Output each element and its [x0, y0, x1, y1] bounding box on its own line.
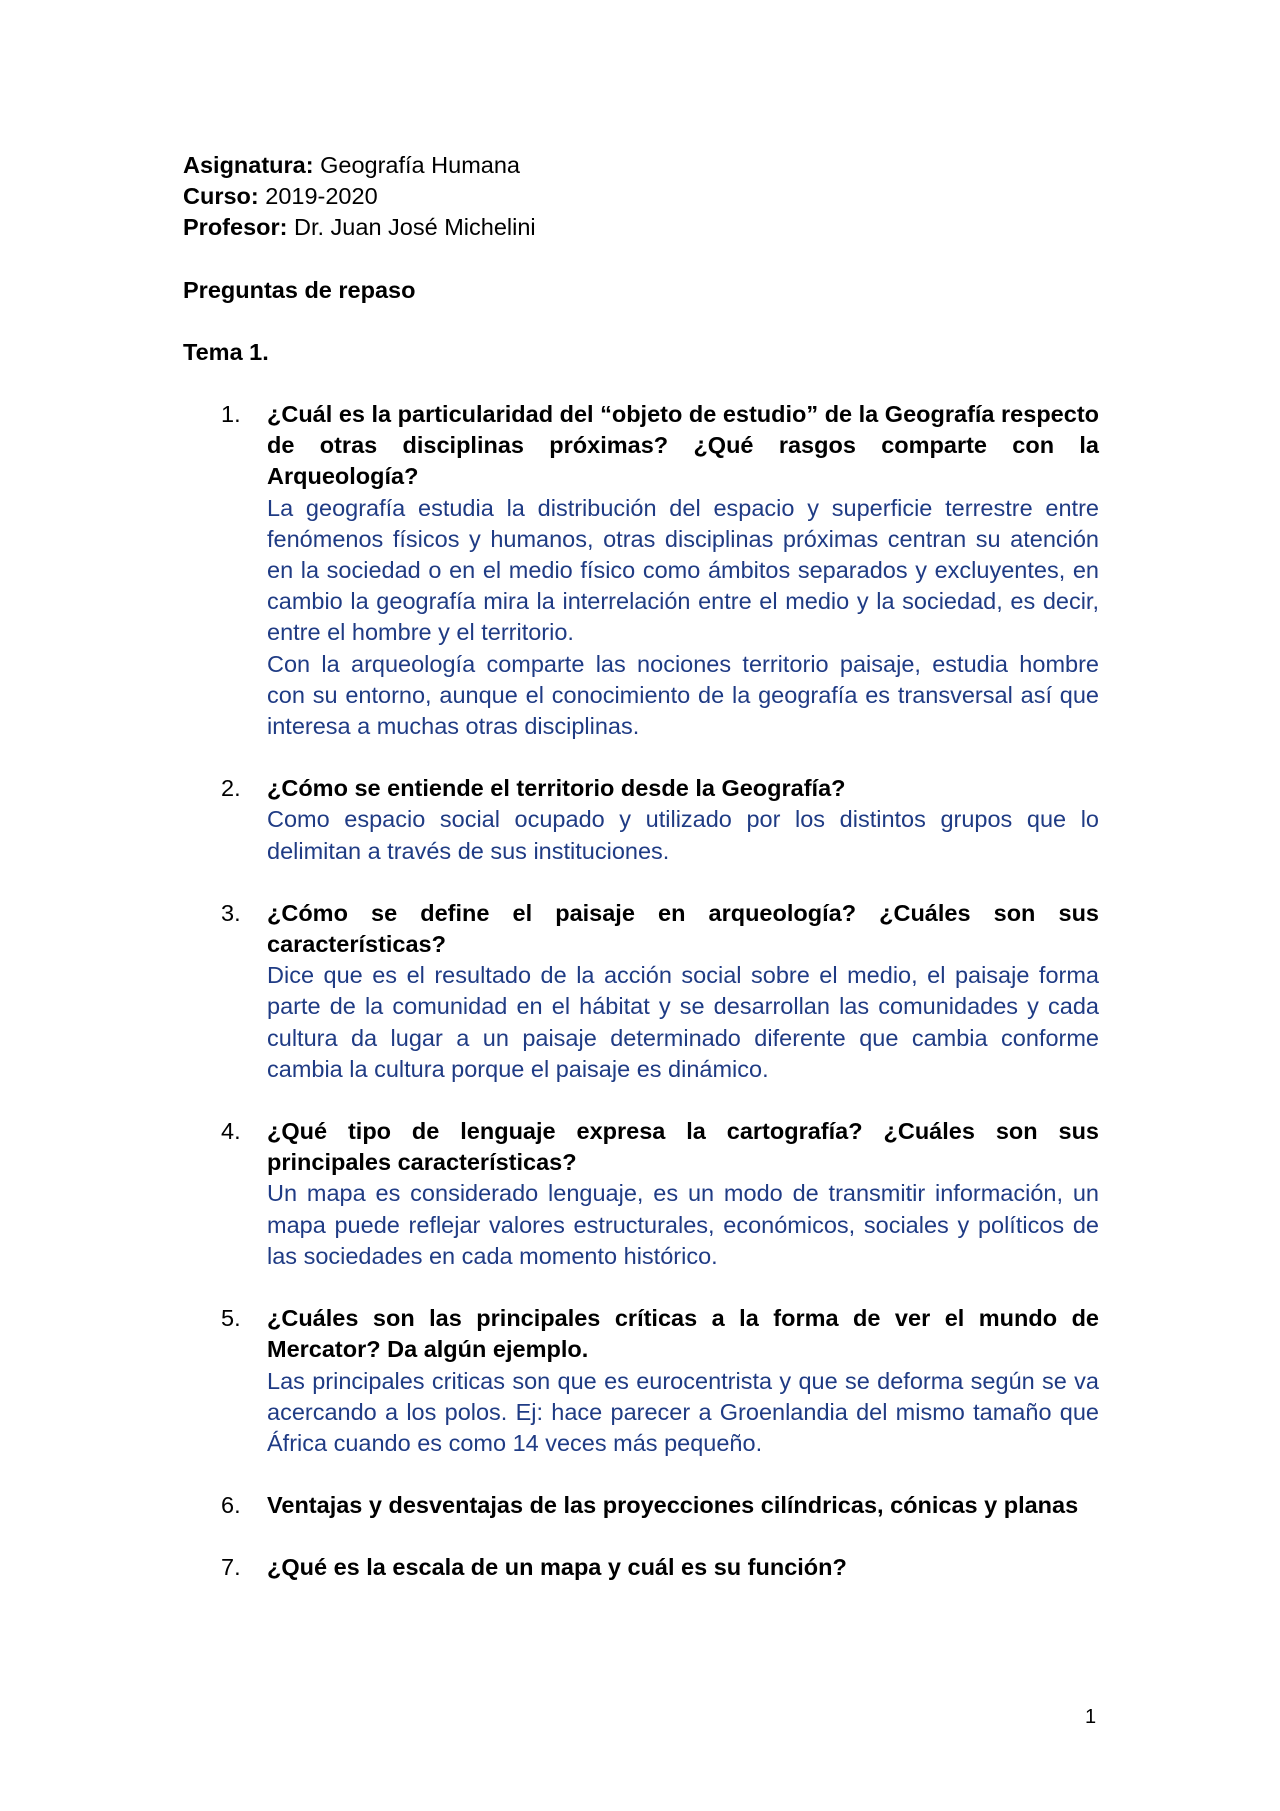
subject-label: Asignatura:	[183, 152, 314, 178]
answer-text: Las principales criticas son que es eurocentrista y que se deforma según se va acercando a los polos. Ej: hace parecer a Groenlandia del mismo tamaño que África cuando es como 14 veces más pequeño.	[267, 1367, 1099, 1456]
subject-line	[183, 150, 1099, 181]
question-text: ¿Cómo se define el paisaje en arqueología? ¿Cuáles son sus características?	[267, 899, 1099, 958]
document-body	[183, 150, 1099, 1615]
question-number: 5.	[221, 1305, 241, 1332]
question-number: 2.	[221, 775, 241, 802]
topic-title: Tema 1.	[183, 338, 269, 365]
question-text: ¿Cuáles son las principales críticas a la forma de ver el mundo de Mercator? Da algún ejemplo.	[267, 1305, 1099, 1363]
question-number: 6.	[221, 1492, 241, 1519]
question-item-4	[183, 1116, 1099, 1272]
question-number: 7.	[221, 1554, 241, 1581]
question-item-7	[183, 1552, 1099, 1583]
course-line	[183, 181, 1099, 212]
course-label: Curso:	[183, 183, 259, 210]
question-number: 4.	[221, 1118, 241, 1145]
course-value: 2019-2020	[258, 183, 378, 210]
answer-text: Un mapa es considerado lenguaje, es un modo de transmitir información, un mapa puede reflejar valores estructurales, económicos, sociales y políticos de las sociedades en cada momento histórico.	[267, 1180, 1099, 1269]
question-item-6	[183, 1490, 1099, 1521]
question-text: ¿Qué es la escala de un mapa y cuál es su función?	[267, 1554, 847, 1581]
question-text: ¿Qué tipo de lenguaje expresa la cartografía? ¿Cuáles son sus principales características?	[267, 1118, 1099, 1176]
question-text: ¿Cuál es la particularidad del “objeto de estudio” de la Geografía respecto de otras disciplinas próximas? ¿Qué rasgos comparte con la Arqueología?	[267, 401, 1099, 490]
question-text: ¿Cómo se entiende el territorio desde la Geografía?	[267, 775, 846, 802]
question-item-2	[183, 773, 1099, 867]
question-item-5	[183, 1303, 1099, 1459]
answer-text: La geografía estudia la distribución del espacio y superficie terrestre entre fenómenos físicos y humanos, otras disciplinas próximas centran su atención en la sociedad o en el medio físico como ámbitos separados y excluyentes, en cambio la geografía mira la interrelación entre el medio y la sociedad, es decir, entre el hombre y el territorio.	[267, 494, 1099, 646]
professor-line	[183, 212, 1099, 243]
answer-text: Como espacio social ocupado y utilizado por los distintos grupos que lo delimitan a través de sus instituciones.	[267, 806, 1099, 864]
subject-value: Geografía Humana	[313, 152, 520, 178]
answer-text: Con la arqueología comparte las nociones territorio paisaje, estudia hombre con su entorno, aunque el conocimiento de la geografía es transversal así que interesa a muchas otras disciplinas.	[267, 650, 1099, 740]
professor-value: Dr. Juan José Michelini	[287, 214, 536, 241]
question-number: 1.	[221, 401, 241, 428]
page-number: 1	[1085, 1706, 1097, 1728]
professor-label: Profesor:	[183, 214, 288, 241]
question-list	[183, 399, 1099, 1584]
section-title: Preguntas de repaso	[183, 276, 416, 303]
question-item-1	[183, 399, 1099, 742]
question-item-3	[183, 898, 1099, 1085]
question-number: 3.	[221, 899, 241, 926]
answer-text: Dice que es el resultado de la acción social sobre el medio, el paisaje forma parte de la comunidad en el hábitat y se desarrollan las comunidades y cada cultura da lugar a un paisaje determinado diferente que cambia conforme cambia la cultura porque el paisaje es dinámico.	[267, 962, 1099, 1082]
question-text: Ventajas y desventajas de las proyecciones cilíndricas, cónicas y planas	[267, 1492, 1079, 1519]
